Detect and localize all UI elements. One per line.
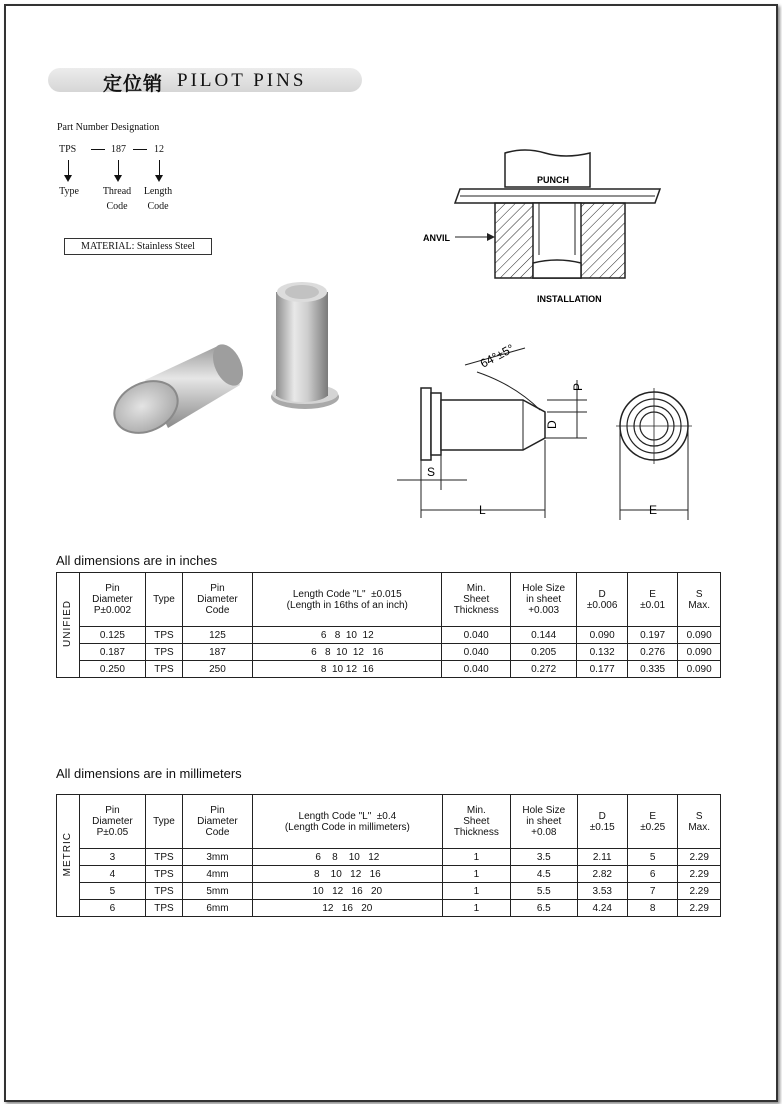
table-cell: 250 [182, 661, 252, 678]
table-cell: 4.5 [511, 866, 577, 883]
table-cell: 3mm [182, 849, 252, 866]
header-s: S Max. [678, 795, 721, 849]
table-cell: 5 [79, 883, 145, 900]
metric-side-cell [57, 795, 80, 917]
table-cell: 2.29 [678, 900, 721, 917]
table-cell: 2.29 [678, 866, 721, 883]
dimension-drawing-side [395, 330, 595, 525]
table-cell: TPS [146, 644, 183, 661]
header-min-sheet-thickness: Min. Sheet Thickness [442, 573, 510, 627]
table-cell: 2.11 [577, 849, 627, 866]
unified-caption: All dimensions are in inches [56, 553, 218, 568]
table-row [57, 661, 721, 678]
table-cell: 1 [442, 900, 510, 917]
anvil-label: ANVIL [423, 233, 450, 243]
table-cell: 0.144 [510, 627, 576, 644]
dim-e-label: E [649, 503, 658, 517]
table-cell: 1 [442, 849, 510, 866]
punch-label: PUNCH [537, 175, 570, 185]
dim-l-label: L [479, 503, 486, 517]
table-cell: 12 16 20 [253, 900, 443, 917]
down-arrow-icon [159, 160, 160, 178]
table-cell: 0.335 [627, 661, 677, 678]
part-code-type: TPS [59, 144, 77, 155]
header-hole-size: Hole Size in sheet +0.08 [511, 795, 577, 849]
label-thread-code: Thread Code [102, 186, 132, 212]
pilot-pin-photo [100, 270, 360, 460]
table-cell: 0.132 [577, 644, 628, 661]
table-cell: 10 12 16 20 [253, 883, 443, 900]
table-row [57, 644, 721, 661]
header-e: E ±0.25 [627, 795, 677, 849]
label-length-code: Length Code [143, 186, 173, 212]
material-label: MATERIAL: Stainless Steel [64, 238, 212, 255]
table-cell: 6 8 10 12 [253, 627, 442, 644]
dim-d-label: D [545, 420, 559, 429]
table-cell: 4 [79, 866, 145, 883]
header-e: E ±0.01 [627, 573, 677, 627]
page-title-en: PILOT PINS [177, 70, 307, 91]
table-cell: 0.205 [510, 644, 576, 661]
table-cell: 8 10 12 16 [253, 866, 443, 883]
table-cell: 6 [79, 900, 145, 917]
table-cell: 3.53 [577, 883, 627, 900]
table-cell: 8 10 12 16 [253, 661, 442, 678]
down-arrow-icon [118, 160, 119, 178]
metric-caption: All dimensions are in millimeters [56, 766, 242, 781]
table-cell: 5 [627, 849, 677, 866]
table-cell: 0.197 [627, 627, 677, 644]
table-cell: 7 [627, 883, 677, 900]
table-cell: TPS [146, 900, 183, 917]
part-separator [91, 149, 105, 150]
table-cell: 125 [182, 627, 252, 644]
table-cell: 0.090 [678, 644, 721, 661]
table-cell: 0.177 [577, 661, 628, 678]
header-d: D ±0.006 [577, 573, 628, 627]
table-cell: 6mm [182, 900, 252, 917]
installation-label: INSTALLATION [537, 294, 602, 304]
label-type: Type [59, 186, 79, 197]
table-cell: TPS [146, 849, 183, 866]
table-cell: 0.040 [442, 627, 510, 644]
table-cell: 6 8 10 12 16 [253, 644, 442, 661]
header-type: Type [146, 573, 183, 627]
table-row [57, 883, 721, 900]
part-separator [133, 149, 147, 150]
table-cell: 2.82 [577, 866, 627, 883]
table-cell: 2.29 [678, 849, 721, 866]
unified-side-label: UNIFIED [62, 600, 74, 647]
header-pin-diameter-code: Pin Diameter Code [182, 795, 252, 849]
header-type: Type [146, 795, 183, 849]
dim-p-label: P [571, 382, 585, 391]
table-cell: 0.276 [627, 644, 677, 661]
unified-side-cell [57, 573, 80, 678]
table-cell: 0.125 [79, 627, 145, 644]
dimension-drawing-end [612, 380, 702, 525]
table-row [57, 627, 721, 644]
table-cell: 0.090 [678, 661, 721, 678]
table-cell: 1 [442, 866, 510, 883]
table-cell: TPS [146, 661, 183, 678]
table-cell: 5mm [182, 883, 252, 900]
header-hole-size: Hole Size in sheet +0.003 [510, 573, 576, 627]
part-code-thread: 187 [111, 144, 126, 155]
header-length-code: Length Code "L" ±0.4 (Length Code in millimeters) [253, 795, 443, 849]
table-cell: 8 [627, 900, 677, 917]
table-cell: 1 [442, 883, 510, 900]
table-cell: 187 [182, 644, 252, 661]
table-cell: 6 [627, 866, 677, 883]
table-cell: 4.24 [577, 900, 627, 917]
table-cell: 6 8 10 12 [253, 849, 443, 866]
part-number-caption: Part Number Designation [57, 122, 160, 133]
header-pin-diameter-code: Pin Diameter Code [182, 573, 252, 627]
table-cell: 0.187 [79, 644, 145, 661]
table-cell: 5.5 [511, 883, 577, 900]
table-cell: 0.272 [510, 661, 576, 678]
header-s: S Max. [678, 573, 721, 627]
header-d: D ±0.15 [577, 795, 627, 849]
table-row [57, 900, 721, 917]
metric-side-label: METRIC [62, 831, 74, 877]
dim-s-label: S [427, 465, 436, 479]
part-code-length: 12 [154, 144, 164, 155]
table-cell: 4mm [182, 866, 252, 883]
header-pin-diameter: Pin Diameter P±0.002 [79, 573, 145, 627]
table-cell: 0.090 [577, 627, 628, 644]
unified-table [56, 572, 721, 678]
table-cell: 3.5 [511, 849, 577, 866]
table-row [57, 866, 721, 883]
table-cell: TPS [146, 866, 183, 883]
metric-table [56, 794, 721, 917]
header-min-sheet-thickness: Min. Sheet Thickness [442, 795, 510, 849]
table-row [57, 849, 721, 866]
table-cell: TPS [146, 883, 183, 900]
installation-diagram [415, 145, 685, 315]
header-pin-diameter: Pin Diameter P±0.05 [79, 795, 145, 849]
header-length-code: Length Code "L" ±0.015 (Length in 16ths of an inch) [253, 573, 442, 627]
table-cell: 0.250 [79, 661, 145, 678]
table-cell: 3 [79, 849, 145, 866]
table-cell: 2.29 [678, 883, 721, 900]
table-cell: 0.040 [442, 644, 510, 661]
table-cell: 0.090 [678, 627, 721, 644]
table-cell: 6.5 [511, 900, 577, 917]
down-arrow-icon [68, 160, 69, 178]
angle-label: 64°±5° [477, 341, 517, 371]
page-title-cn: 定位销 [103, 73, 164, 95]
table-cell: TPS [146, 627, 183, 644]
table-cell: 0.040 [442, 661, 510, 678]
